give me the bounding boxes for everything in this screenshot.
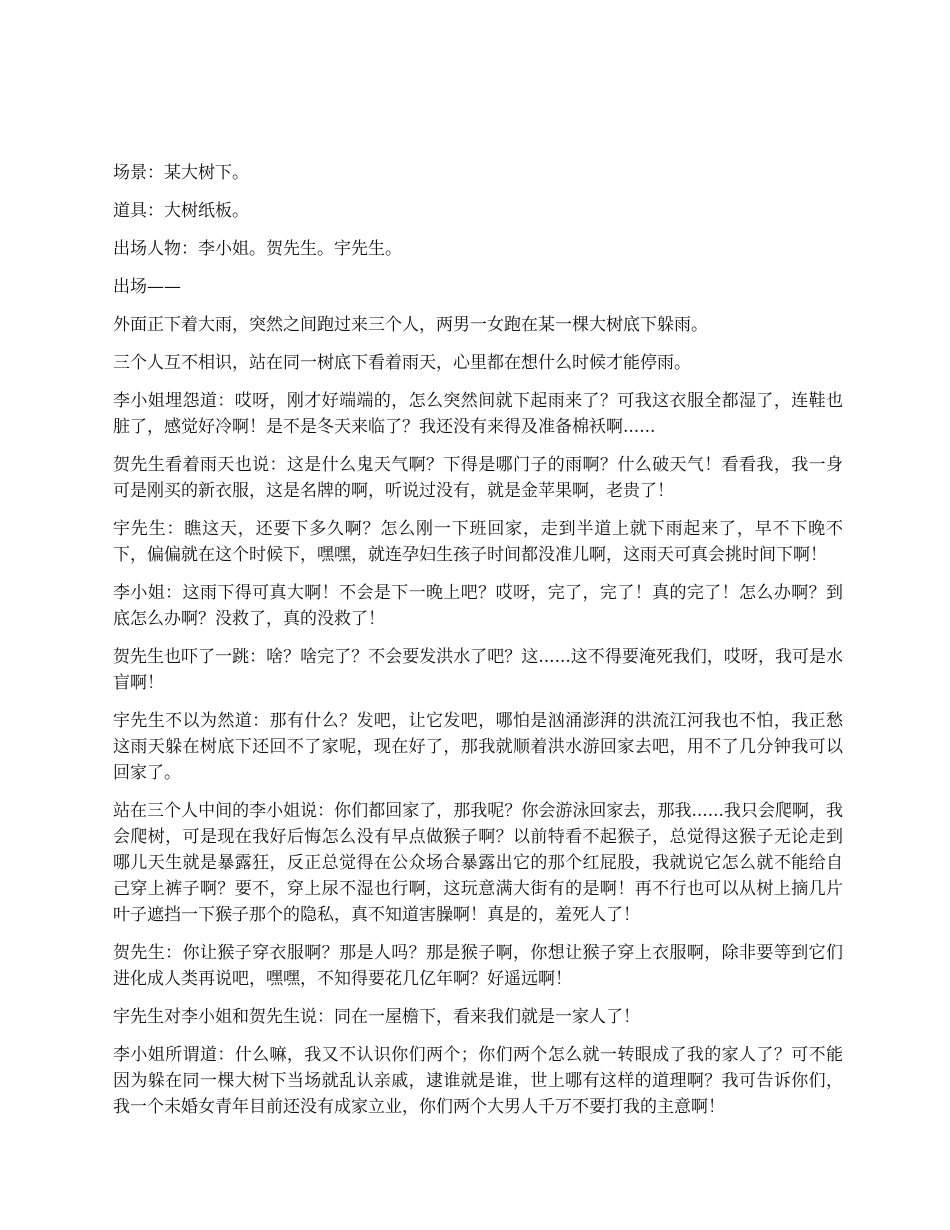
paragraph-characters: 出场人物：李小姐。贺先生。宇先生。 bbox=[113, 239, 402, 259]
paragraph-props: 道具：大树纸板。 bbox=[113, 201, 249, 221]
paragraph-entrance: 出场—— bbox=[113, 277, 181, 297]
paragraph: 李小姐埋怨道：哎呀，刚才好端端的，怎么突然间就下起雨来了？可我这衣服全都湿了，连鞋也脏了，感觉好冷啊！是不是冬天来临了？我还没有来得及准备棉袄啊...... bbox=[113, 391, 843, 437]
paragraph: 宇先生：瞧这天，还要下多久啊？怎么刚一下班回家，走到半道上就下雨起来了，早不下晚不下，偏偏就在这个时候下，嘿嘿，就连孕妇生孩子时间都没准儿啊，这雨天可真会挑时间下啊！ bbox=[113, 519, 843, 565]
paragraph: 站在三个人中间的李小姐说：你们都回家了，那我呢？你会游泳回家去，那我......我只会爬啊，我会爬树，可是现在我好后悔怎么没有早点做猴子啊？以前特看不起猴子，总觉得这猴子无论走到哪儿天生就是暴露狂，反正总觉得在公众场合暴露出它的那个红屁股，我就说它怎么就不能给自己穿上裤子啊？要不，穿上尿不湿也行啊，这玩意满大街有的是啊！再不行也可以从树上摘几片叶子遮挡一下猴子那个的隐私，真不知道害臊啊！真是的，羞死人了！ bbox=[113, 801, 843, 925]
paragraph: 贺先生看着雨天也说：这是什么鬼天气啊？下得是哪门子的雨啊？什么破天气！看看我，我一身可是刚买的新衣服，这是名牌的啊，听说过没有，就是金苹果啊，老贵了！ bbox=[113, 455, 843, 501]
paragraph: 外面正下着大雨，突然之间跑过来三个人，两男一女跑在某一棵大树底下躲雨。 bbox=[113, 315, 708, 335]
paragraph: 贺先生也吓了一跳：啥？啥完了？不会要发洪水了吧？这......这不得要淹死我们，哎呀，我可是水盲啊！ bbox=[113, 647, 843, 693]
paragraph-scene: 场景：某大树下。 bbox=[113, 163, 249, 183]
paragraph: 宇先生不以为然道：那有什么？发吧，让它发吧，哪怕是汹涌澎湃的洪流江河我也不怕，我正愁这雨天躲在树底下还回不了家呢，现在好了，那我就顺着洪水游回家去吧，用不了几分钟我可以回家了。 bbox=[113, 711, 843, 783]
paragraph: 宇先生对李小姐和贺先生说：同在一屋檐下，看来我们就是一家人了！ bbox=[113, 1007, 640, 1027]
document-body bbox=[113, 160, 843, 1132]
paragraph: 李小姐所谓道：什么嘛，我又不认识你们两个；你们两个怎么就一转眼成了我的家人了？可不能因为躲在同一棵大树下当场就乱认亲戚，逮谁就是谁，世上哪有这样的道理啊？我可告诉你们，我一个未婚女青年目前还没有成家立业，你们两个大男人千万不要打我的主意啊！ bbox=[113, 1045, 843, 1117]
paragraph: 三个人互不相识，站在同一树底下看着雨天，心里都在想什么时候才能停雨。 bbox=[113, 353, 691, 373]
paragraph: 李小姐：这雨下得可真大啊！不会是下一晚上吧？哎呀，完了，完了！真的完了！怎么办啊？到底怎么办啊？没救了，真的没救了！ bbox=[113, 583, 843, 629]
paragraph: 贺先生：你让猴子穿衣服啊？那是人吗？那是猴子啊，你想让猴子穿上衣服啊，除非要等到它们进化成人类再说吧，嘿嘿，不知得要花几亿年啊？好遥远啊！ bbox=[113, 943, 843, 989]
